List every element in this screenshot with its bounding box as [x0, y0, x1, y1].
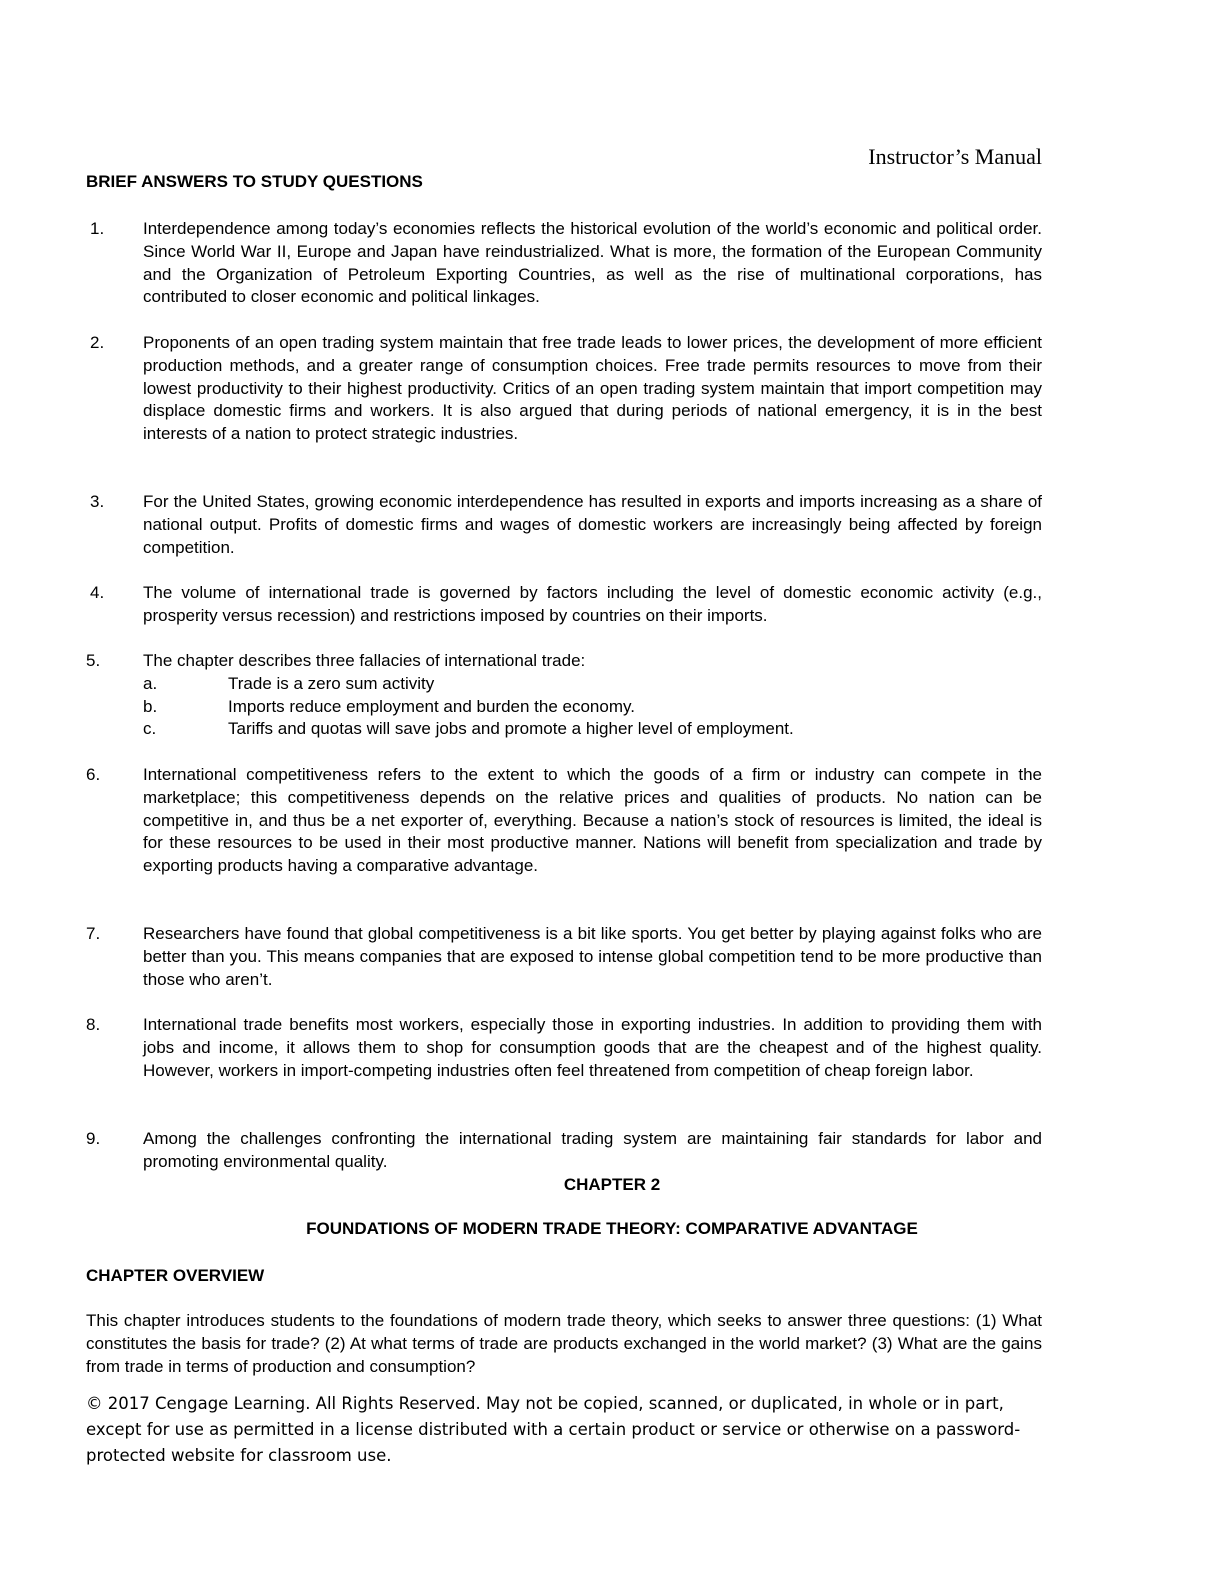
answer-number: 5.	[86, 651, 101, 670]
answer-text: Researchers have found that global competitiveness is a bit like sports. You get better by playing against folks who are better than you. This means companies that are exposed to intense global competition tend to be more productive than those who aren’t.	[143, 924, 1042, 989]
study-questions-heading: BRIEF ANSWERS TO STUDY QUESTIONS	[86, 172, 423, 191]
answer-number: 3.	[90, 492, 105, 511]
fallacy-item	[143, 696, 1042, 719]
answer-text: Proponents of an open trading system maintain that free trade leads to lower prices, the development of more efficient production methods, and a greater range of consumption choices. Free trade permits resources to move from their lowest productivity to their highest productivity. Critics of an open trading system maintain that import competition may displace domestic firms and workers. It is also argued that during periods of national emergency, it is in the best interests of a nation to protect strategic industries.	[143, 333, 1042, 444]
answer-text: The chapter describes three fallacies of international trade:	[143, 651, 586, 670]
answer-number: 9.	[86, 1129, 101, 1148]
answer-item	[86, 491, 1042, 559]
answer-item	[86, 1128, 1042, 1174]
answer-number: 4.	[90, 583, 105, 602]
fallacy-text: Trade is a zero sum activity	[228, 673, 435, 693]
answer-item	[86, 332, 1042, 446]
answer-item	[86, 218, 1042, 309]
fallacy-item	[143, 673, 1042, 696]
answer-number: 7.	[86, 924, 101, 943]
fallacy-item	[143, 718, 1042, 741]
fallacy-label: a.	[143, 673, 158, 693]
answer-item	[86, 923, 1042, 991]
answer-item	[86, 764, 1042, 878]
fallacy-text: Imports reduce employment and burden the economy.	[228, 696, 635, 716]
answer-text: International competitiveness refers to the extent to which the goods of a firm or industry can compete in the marketplace; this competitiveness depends on the relative prices and qualities of products. No nation can be competitive in, and thus be a net exporter of, everything. Because a nation’s stock of resources is limited, the ideal is for these resources to be used in their most productive manner. Nations will benefit from specialization and trade by exporting products having a comparative advantage.	[143, 765, 1042, 876]
fallacy-label: b.	[143, 696, 158, 716]
chapter-overview-heading: CHAPTER OVERVIEW	[86, 1266, 265, 1285]
answer-item	[86, 650, 1042, 741]
fallacy-text: Tariffs and quotas will save jobs and promote a higher level of employment.	[228, 719, 794, 739]
copyright-notice: © 2017 Cengage Learning. All Rights Reserved. May not be copied, scanned, or duplicated, in whole or in part, except for use as permitted in a license distributed with a certain product or service or otherwise on a password-protected website for classroom use.	[86, 1394, 1021, 1465]
chapter-title: FOUNDATIONS OF MODERN TRADE THEORY: COMPARATIVE ADVANTAGE	[306, 1219, 918, 1238]
answer-text: Among the challenges confronting the international trading system are maintaining fair standards for labor and promoting environmental quality.	[143, 1129, 1042, 1171]
chapter-label: CHAPTER 2	[563, 1175, 661, 1194]
chapter-overview-text: This chapter introduces students to the foundations of modern trade theory, which seeks to answer three questions: (1) What constitutes the basis for trade? (2) At what terms of trade are products exchanged in the world market? (3) What are the gains from trade in terms of production and consumption?	[86, 1311, 1042, 1376]
answer-text: International trade benefits most workers, especially those in exporting industries. In addition to providing them with jobs and income, it allows them to shop for consumption goods that are the cheapest and of the highest quality. However, workers in import-competing industries often feel threatened from competition of cheap foreign labor.	[143, 1015, 1042, 1080]
answer-number: 2.	[90, 333, 105, 352]
answer-item	[86, 582, 1042, 628]
answer-number: 8.	[86, 1015, 101, 1034]
answer-text: For the United States, growing economic interdependence has resulted in exports and imports increasing as a share of national output. Profits of domestic firms and wages of domestic workers are increasingly being affected by foreign competition.	[143, 492, 1042, 557]
answer-text: The volume of international trade is governed by factors including the level of domestic economic activity (e.g., prosperity versus recession) and restrictions imposed by countries on their imports.	[143, 583, 1042, 625]
manual-title: Instructor’s Manual	[868, 144, 1042, 169]
answer-item	[86, 1014, 1042, 1082]
answer-number: 6.	[86, 765, 101, 784]
fallacy-label: c.	[143, 719, 157, 739]
answer-number: 1.	[90, 219, 105, 238]
answer-text: Interdependence among today’s economies reflects the historical evolution of the world’s economic and political order. Since World War II, Europe and Japan have reindustrialized. What is more, the formation of the European Community and the Organization of Petroleum Exporting Countries, as well as the rise of multinational corporations, has contributed to closer economic and political linkages.	[143, 219, 1042, 307]
